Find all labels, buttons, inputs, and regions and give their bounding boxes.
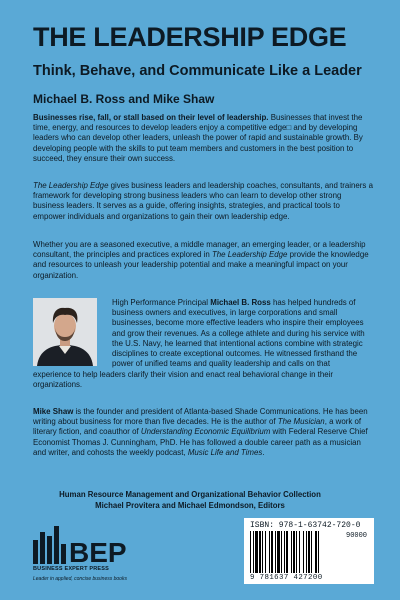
shaw-name: Mike Shaw [33,407,74,416]
shaw-bio-text-2: , a work of literary fiction, and coauthor of [33,417,362,437]
publisher-tagline: Leader in applied, concise business books [33,576,127,582]
page-title: THE LEADERSHIP EDGE [33,22,347,52]
shaw-book-2: Understanding Economic Equilibrium [140,427,271,437]
price-code: 90000 [346,532,368,540]
publisher-logo [33,522,148,588]
ross-bio-continued: experience to help leaders clarify their vision and enact real behavioral change in their organizations. [33,370,334,390]
ross-bio-text-2: has helped hundreds of business owners and executives, in large corporations and small businesses, become more effective leaders who inspire their employees and grow their revenues. As a college athlete and during his service with the U.S. Navy, he learned that intentional actions combine with strategic disciplines to create exceptional outcomes. He witnessed firsthand the power of unified teams and quality leadership and calls on that [112,298,365,369]
audience-text-2: provide the knowledge and resources to unleash your leadership potential and make a meaningful impact on your organization. [33,250,369,280]
podcast-name: Music Life and Times [187,447,263,457]
bep-logo-icon [33,524,145,564]
collection-editors: Michael Provitera and Michael Edmondson, Editors [95,501,285,510]
isbn-text: ISBN: 978-1-63742-720-0 [250,521,361,530]
book-title-ref: The Leadership Edge [33,181,109,190]
ross-bio-text-1: High Performance Principal [112,298,211,307]
ross-bio [112,298,373,369]
shaw-bio-text-3: with Federal Reserve Chief Economist Thomas J. Cunningham, PhD. He has followed a double career path as a musician and writer, and cohosts the weekly podcast, [33,427,368,457]
book-title-ref-2: The Leadership Edge [211,250,288,260]
intro-paragraph [33,113,373,164]
shaw-bio-text-4: . [262,447,265,457]
shaw-bio [33,407,373,458]
page-subtitle: Think, Behave, and Communicate Like a Leader [33,63,362,79]
authors: Michael B. Ross and Mike Shaw [33,92,215,106]
collection-name: Human Resource Management and Organizational Behavior Collection [59,490,321,499]
isbn-barcode [244,518,374,584]
intro-text: Businesses that invest the time, energy, and resources to develop leaders enjoy a competitive edge□ and by developing leaders who can develop other leaders, unleash the power of rapid and sustainable growth. By developing people with the skills to put team members and customers in the best position to succeed, they ensure their own success. [33,113,363,163]
shaw-book-1: The Musician [277,417,325,427]
publisher-name: BUSINESS EXPERT PRESS [33,566,110,572]
description-text: gives business leaders and leadership coaches, consultants, and trainers a framework for developing strong business leaders who can learn to develop other strong business leaders. It serves as a guide, offering insights, strategies, and practical tools to empower individuals and organizations to gain their own leadership edge. [33,181,373,221]
barcode-bars-icon [250,531,342,573]
logo-text: BEP [69,537,127,564]
audience-text-1: Whether you are a seasoned executive, a middle manager, an emerging leader, or a leadership consultant, the principles and practices explored in [33,240,366,260]
description-paragraph [33,181,373,222]
author-photo [33,298,97,366]
barcode-number: 9 781637 427200 [250,574,323,582]
shaw-bio-text-1: is the founder and president of Atlanta-based Shade Communications. He has been writing about business for more than five decades. He is the author of [33,407,368,427]
ross-name: Michael B. Ross [210,298,271,307]
intro-lead: Businesses rise, fall, or stall based on their level of leadership. [33,113,269,122]
audience-paragraph [33,240,373,281]
